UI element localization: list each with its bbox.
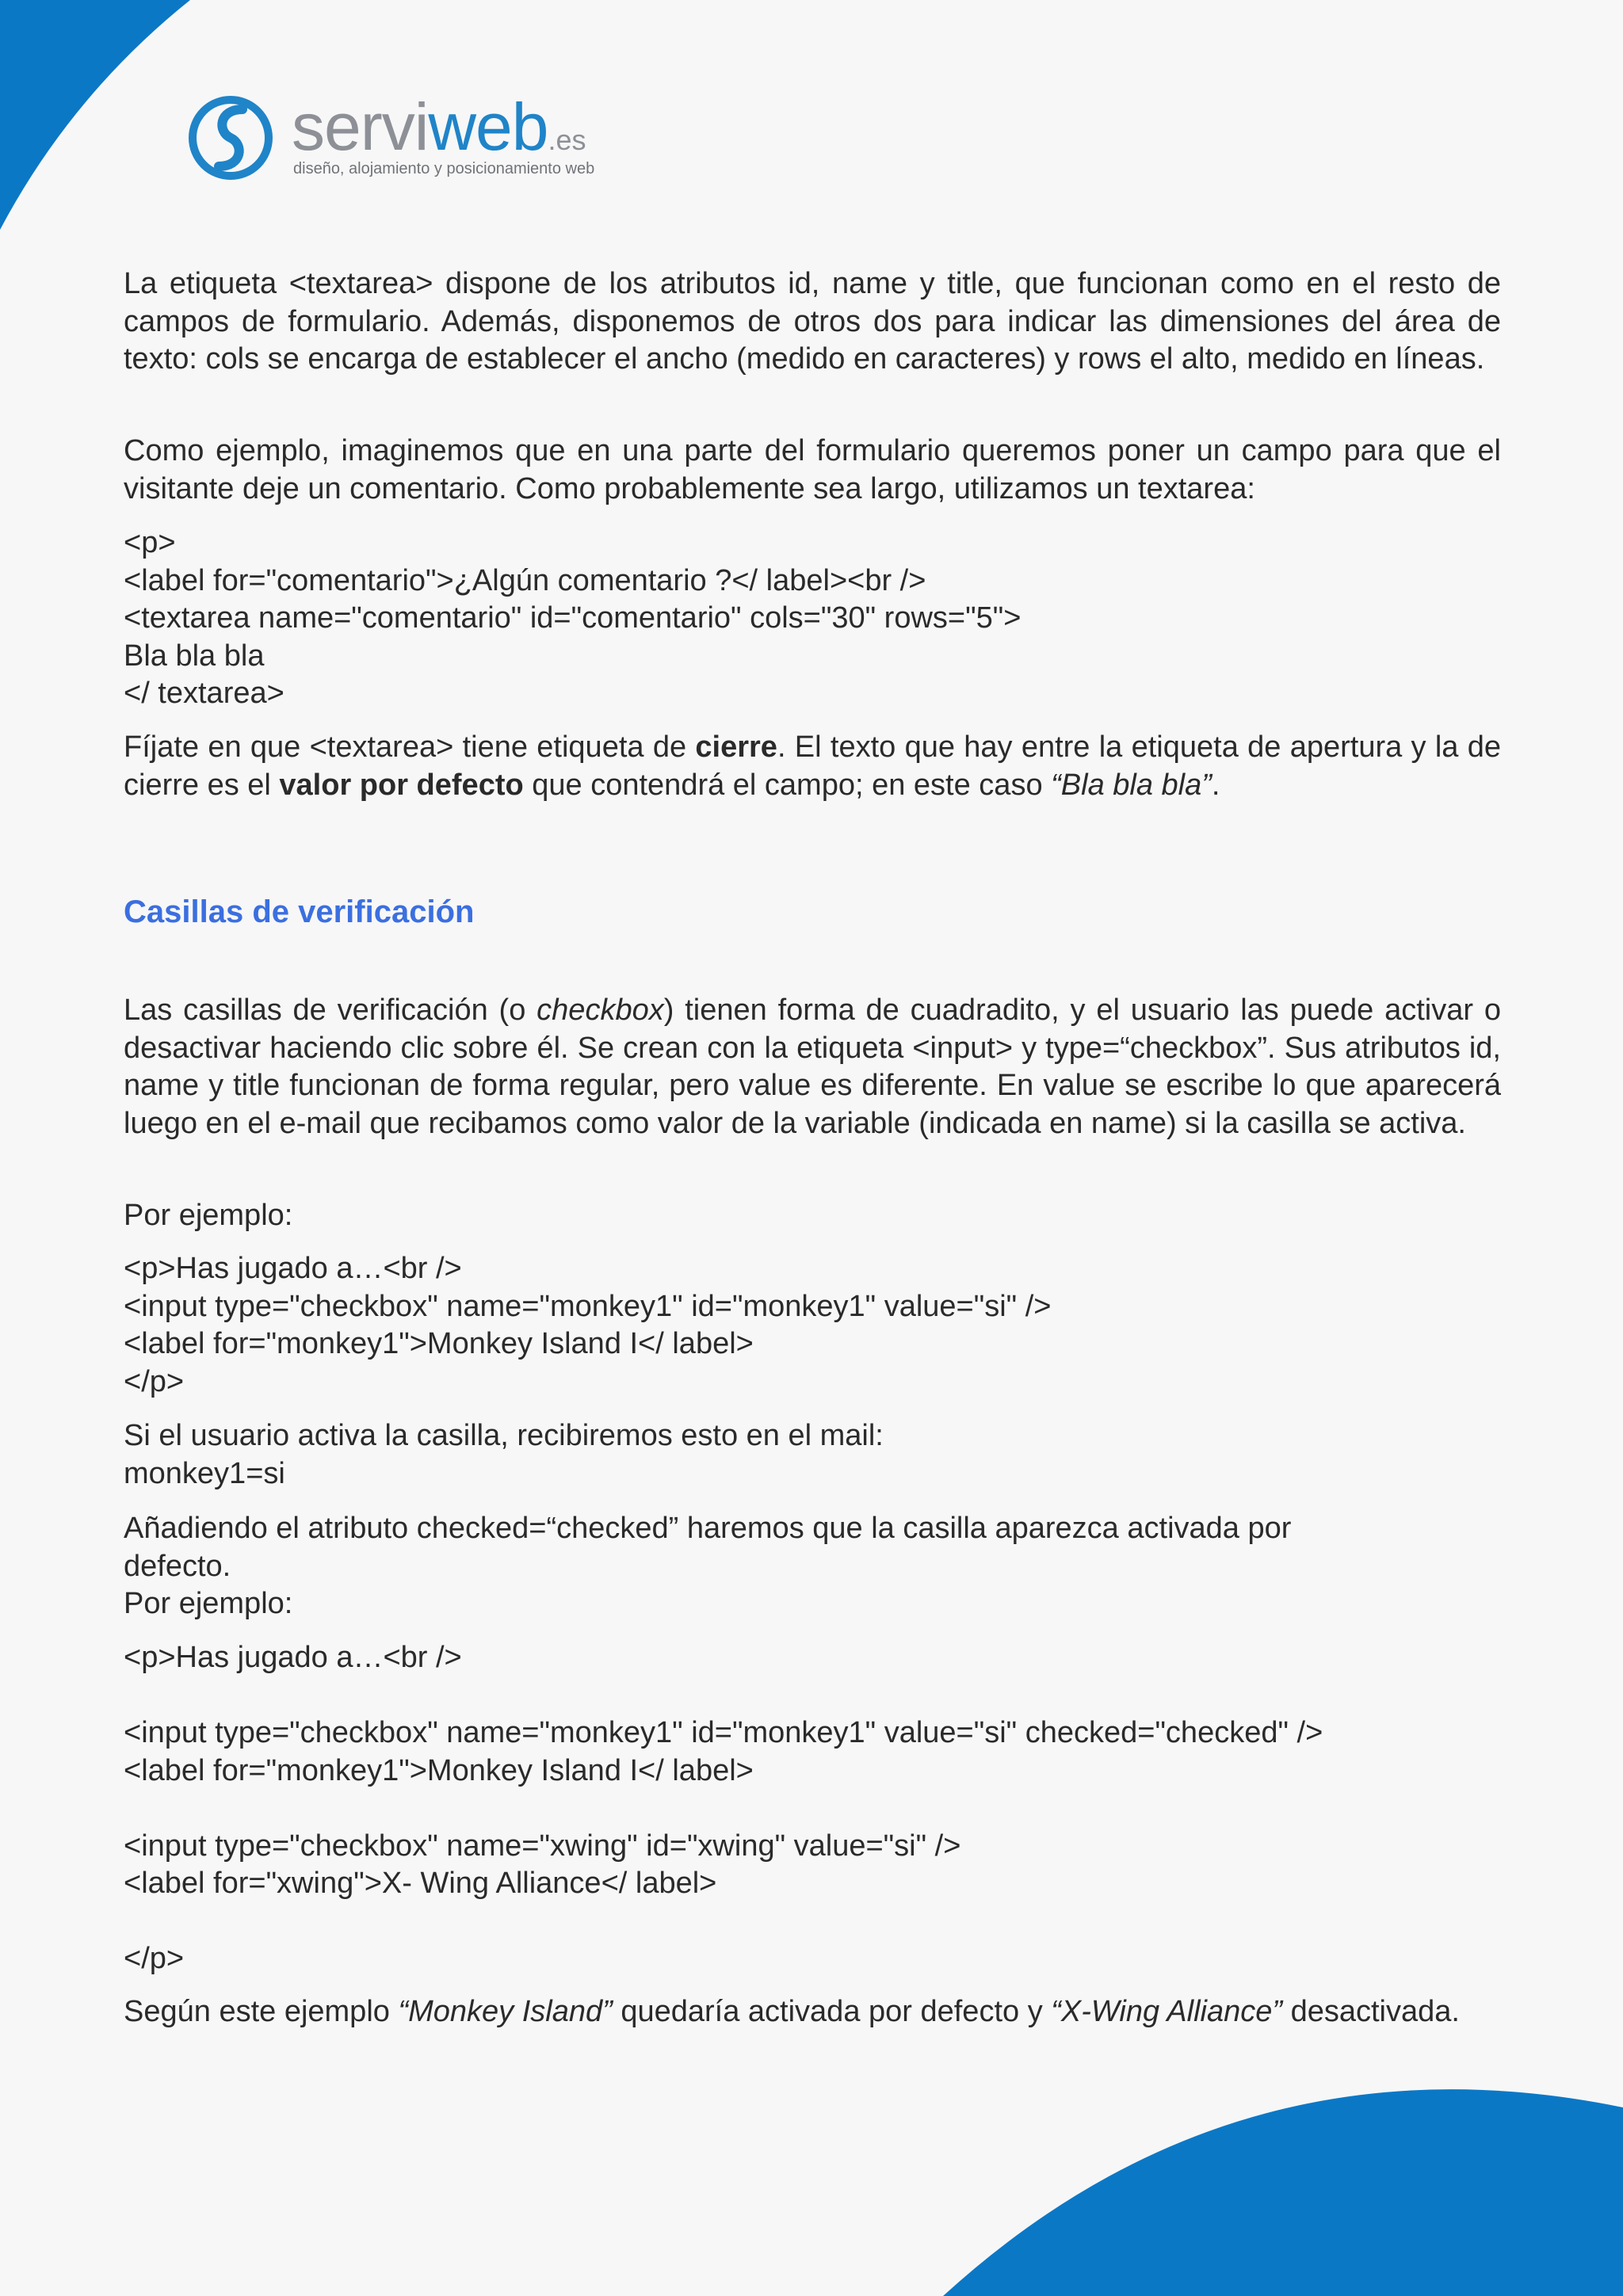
code-line: <label for="monkey1">Monkey Island I</ label> (124, 1753, 754, 1787)
paragraph-textarea-attributes: La etiqueta <textarea> dispone de los atributos id, name y title, que funcionan como en el resto de campos de formulario. Además, disponemos de otros dos para indicar las dimensiones del área de texto: cols se encarga de establecer el ancho (medido en caracteres) y rows el alto, medido en líneas. (124, 267, 1501, 376)
text-run: ) tienen forma de cuadradito, y el usuario las puede activar o desactivar haciendo clic sobre él. Se crean con la etiqueta <input> y type=“checkbox”. Sus atributos id, name y title funcionan de forma regular, pero value es diferente. En value se escribe lo que aparecerá luego en el e-mail que recibamos como valor de la variable (indicada en name) si la casilla se activa. (124, 994, 1502, 1140)
code-block-checkbox (124, 1250, 1501, 1401)
brand-name-part1: servi (292, 90, 429, 164)
code-line: </p> (124, 1364, 185, 1398)
text-line: Por ejemplo: (124, 1587, 293, 1620)
text-run: desactivada. (1282, 1995, 1460, 2028)
code-line (124, 1790, 1501, 1828)
code-line: <label for="xwing">X- Wing Alliance</ label> (124, 1867, 717, 1900)
bold-text: cierre (695, 730, 777, 764)
bottom-right-wave-shape (943, 2089, 1623, 2296)
italic-text: “X-Wing Alliance” (1051, 1995, 1283, 2028)
brand-tagline: diseño, alojamiento y posicionamiento web (293, 160, 595, 177)
code-block-checked-example (124, 1639, 1501, 1978)
text-line: Añadiendo el atributo checked=“checked” haremos que la casilla aparezca activada por (124, 1512, 1292, 1545)
text-run: Fíjate en que <textarea> tiene etiqueta de (124, 730, 696, 764)
text-run: . El texto que hay entre la etiqueta de apertura y la de cierre es el (124, 730, 1501, 802)
code-line: <p>Has jugado a…<br /> (124, 1252, 462, 1285)
code-line: </p> (124, 1942, 185, 1975)
code-line (124, 1903, 1501, 1941)
code-line: <textarea name="comentario" id="comentario" cols="30" rows="5"> (124, 601, 1022, 635)
text-run: quedaría activada por defecto y (612, 1995, 1052, 2028)
brand-name-part2: web (428, 90, 548, 164)
top-left-corner-shape (0, 0, 190, 230)
text-line: monkey1=si (124, 1456, 285, 1490)
italic-text: “Monkey Island” (398, 1995, 613, 2028)
brand-name (292, 90, 586, 164)
code-line: <label for="monkey1">Monkey Island I</ label> (124, 1327, 754, 1360)
bold-text: valor por defecto (279, 768, 524, 802)
text-line: defecto. (124, 1549, 231, 1583)
brand-logo (187, 90, 631, 189)
code-line: <p> (124, 526, 176, 559)
code-line: <input type="checkbox" name="monkey1" id="monkey1" value="si" checked="checked" /> (124, 1716, 1323, 1749)
brand-tld: .es (548, 124, 586, 156)
code-line: Bla bla bla (124, 639, 265, 673)
text-line: Si el usuario activa la casilla, recibiremos esto en el mail: (124, 1419, 884, 1452)
code-block-textarea (124, 524, 1501, 713)
serviweb-logo-icon (187, 93, 274, 182)
text-run: Según este ejemplo (124, 1995, 399, 2028)
code-line: <input type="checkbox" name="xwing" id="xwing" value="si" /> (124, 1829, 961, 1863)
italic-text: checkbox (537, 994, 664, 1027)
paragraph-textarea-example-intro: Como ejemplo, imaginemos que en una parte del formulario queremos poner un campo para que el visitante deje un comentario. Como probablemente sea largo, utilizamos un textarea: (124, 434, 1501, 505)
text-run: Las casillas de verificación (o (124, 994, 537, 1027)
code-line (124, 1677, 1501, 1715)
paragraph-textarea-closing (124, 729, 1501, 804)
italic-text: “Bla bla bla” (1051, 768, 1212, 802)
code-line: <label for="comentario">¿Algún comentario ?</ label><br /> (124, 563, 926, 597)
paragraph-checked-attribute (124, 1510, 1501, 1623)
text-run: que contendrá el campo; en este caso (523, 768, 1052, 802)
code-line: </ textarea> (124, 677, 285, 710)
paragraph-mail-result (124, 1417, 1501, 1493)
code-line: <input type="checkbox" name="monkey1" id="monkey1" value="si" /> (124, 1289, 1052, 1323)
text-run: . (1211, 768, 1220, 802)
section-heading: Casillas de verificación (124, 894, 475, 929)
code-line: <p>Has jugado a…<br /> (124, 1641, 462, 1674)
paragraph-example-conclusion (124, 1993, 1501, 2031)
paragraph-for-example: Por ejemplo: (124, 1199, 293, 1232)
paragraph-checkbox-intro (124, 992, 1501, 1142)
